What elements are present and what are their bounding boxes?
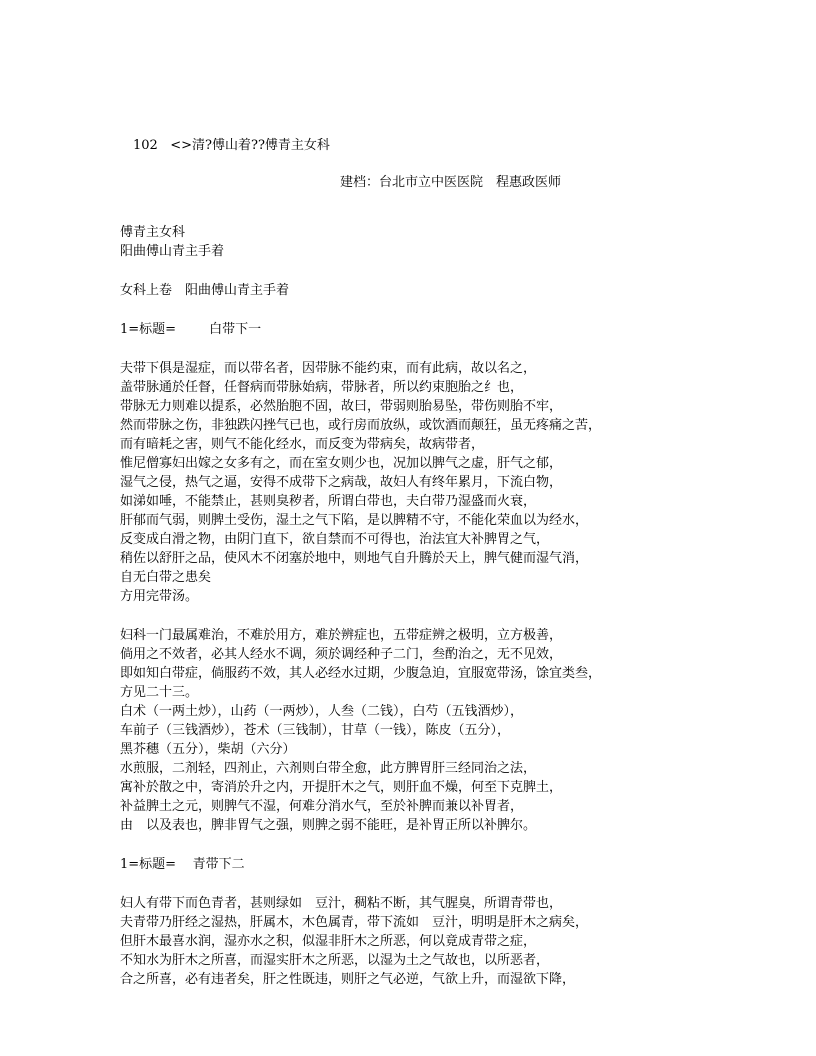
text-line: 然而带脉之伤，非独跌闪挫气已也，或行房而放纵，或饮酒而颠狂，虽无疼痛之苦， xyxy=(120,418,602,433)
section-label: 1=标题= xyxy=(120,322,177,337)
text-line: 带脉无力则难以提系，必然胎胞不固，故曰，带弱则胎易坠，带伤则胎不牢， xyxy=(120,399,563,414)
text-line: 妇人有带下而色青者，甚则绿如 豆汁，稠粘不断，其气腥臭，所谓青带也， xyxy=(120,896,563,911)
text-line: 肝郁而气弱，则脾土受伤，湿土之气下陷，是以脾精不守，不能化荣血以为经水， xyxy=(120,513,589,528)
text-line: 湿气之侵，热气之逼，安得不成带下之病哉，故妇人有终年累月，下流白物， xyxy=(120,475,563,490)
section-label: 1=标题= xyxy=(120,857,177,872)
text-line: 惟尼僧寡妇出嫁之女多有之，而在室女则少也，况加以脾气之虚，肝气之郁， xyxy=(120,456,563,471)
section-title: 青带下二 xyxy=(192,857,245,872)
text-line: 反变成白滑之物，由阴门直下，欲自禁而不可得也，治法宜大补脾胃之气， xyxy=(120,532,550,547)
section-title: 白带下一 xyxy=(209,322,262,337)
text-line: 不知水为肝木之所喜，而湿实肝木之所恶，以湿为土之气故也，以所恶者， xyxy=(120,953,550,968)
text-line: 自无白带之患矣 xyxy=(120,570,212,585)
text-line: 白术（一两土炒），山药（一两炒），人叁（二钱），白芍（五钱酒炒）， xyxy=(120,704,524,719)
text-line: 稍佐以舒肝之品，使风木不闭塞於地中，则地气自升腾於天上，脾气健而湿气消， xyxy=(120,551,589,566)
text-line: 但肝木最喜水润，湿亦水之积，似湿非肝木之所恶，何以竟成青带之症， xyxy=(120,934,537,949)
text-line: 即如知白带症，倘服药不效，其人必经水过期，少腹急迫，宜服宽带汤，馀宜类叁， xyxy=(120,666,602,681)
document-title: <>清?傅山着??傅青主女科 xyxy=(170,138,330,153)
section-heading-1 xyxy=(120,320,800,339)
document-body xyxy=(120,223,800,989)
book-subtitle: 阳曲傅山青主手着 xyxy=(120,244,225,259)
section1-paragraph1 xyxy=(120,359,800,606)
archive-label: 建档：台北市立中医医院 xyxy=(340,175,484,190)
text-line: 方用完带汤。 xyxy=(120,589,199,604)
page-header xyxy=(133,134,330,153)
text-line: 补益脾土之元，则脾气不湿，何难分消水气，至於补脾而兼以补胃者， xyxy=(120,799,524,814)
page-number: 102 xyxy=(133,138,158,153)
text-line: 如涕如唾，不能禁止，甚则臭秽者，所谓白带也，夫白带乃湿盛而火衰， xyxy=(120,494,537,509)
text-line: 妇科一门最属难治，不难於用方，难於辨症也，五带症辨之极明，立方极善， xyxy=(120,628,563,643)
section-heading-2 xyxy=(120,855,800,874)
text-line: 而有暗耗之害，则气不能化经水，而反变为带病矣，故病带者， xyxy=(120,437,485,452)
doctor-name: 程惠政医师 xyxy=(496,175,562,190)
text-line: 夫青带乃肝经之湿热，肝属木，木色属青，带下流如 豆汁，明明是肝木之病矣， xyxy=(120,915,589,930)
section2-paragraph1 xyxy=(120,894,800,989)
archive-credit xyxy=(340,171,561,190)
text-line: 寓补於散之中，寄消於升之内，开提肝木之气，则肝血不燥，何至下克脾土， xyxy=(120,780,563,795)
text-line: 水煎服，二剂轻，四剂止，六剂则白带全愈，此方脾胃肝三经同治之法， xyxy=(120,761,537,776)
text-line: 车前子（三钱酒炒），苍术（三钱制），甘草（一钱），陈皮（五分）， xyxy=(120,723,511,738)
text-line: 黑芥穗（五分），柴胡（六分） xyxy=(120,742,296,757)
text-line: 由 以及表也，脾非胃气之强，则脾之弱不能旺，是补胃正所以补脾尔。 xyxy=(120,818,537,833)
section1-paragraph2 xyxy=(120,626,800,835)
volume-line: 女科上卷 阳曲傅山青主手着 xyxy=(120,283,290,298)
text-line: 合之所喜，必有违者矣，肝之性既违，则肝之气必逆，气欲上升，而湿欲下降， xyxy=(120,972,576,987)
text-line: 盖带脉通於任督，任督病而带脉始病，带脉者，所以约束胞胎之纟也， xyxy=(120,380,524,395)
text-line: 夫带下俱是湿症，而以带名者，因带脉不能约束，而有此病，故以名之， xyxy=(120,361,537,376)
text-line: 倘用之不效者，必其人经水不调，须於调经种子二门，叁酌治之，无不见效， xyxy=(120,647,563,662)
text-line: 方见二十三。 xyxy=(120,685,199,700)
book-title: 傅青主女科 xyxy=(120,225,186,240)
